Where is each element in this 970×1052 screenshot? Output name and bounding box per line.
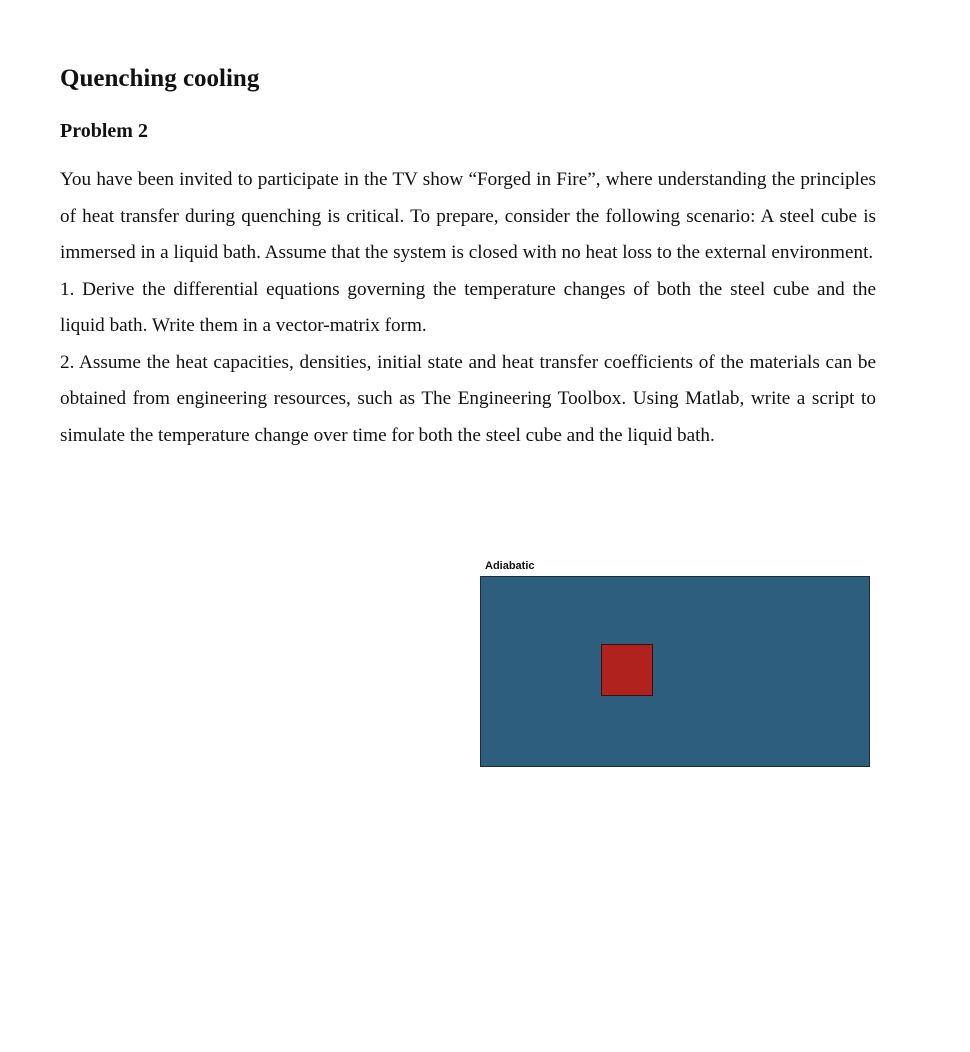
steel-cube: [601, 644, 653, 696]
problem-statement: [60, 162, 876, 454]
liquid-bath: [480, 576, 870, 767]
quenching-diagram: [480, 558, 872, 770]
adiabatic-label: Adiabatic: [485, 560, 535, 572]
problem-title: Problem 2: [60, 120, 148, 142]
intro-paragraph: You have been invited to participate in the TV show “Forged in Fire”, where understanding the principles of heat transfer during quenching is critical. To prepare, consider the following scenario: A steel cube is immersed in a liquid bath. Assume that the system is closed with no heat loss to the external environment.: [60, 169, 876, 263]
task-2-paragraph: 2. Assume the heat capacities, densities, initial state and heat transfer coefficients of the materials can be obtained from engineering resources, such as The Engineering Toolbox. Using Matlab, write a script to simulate the temperature change over time for both the steel cube and the liquid bath.: [60, 351, 876, 446]
section-title: Quenching cooling: [60, 65, 260, 92]
task-1-paragraph: 1. Derive the differential equations governing the temperature changes of both the steel cube and the liquid bath. Write them in a vector-matrix form.: [60, 278, 876, 336]
